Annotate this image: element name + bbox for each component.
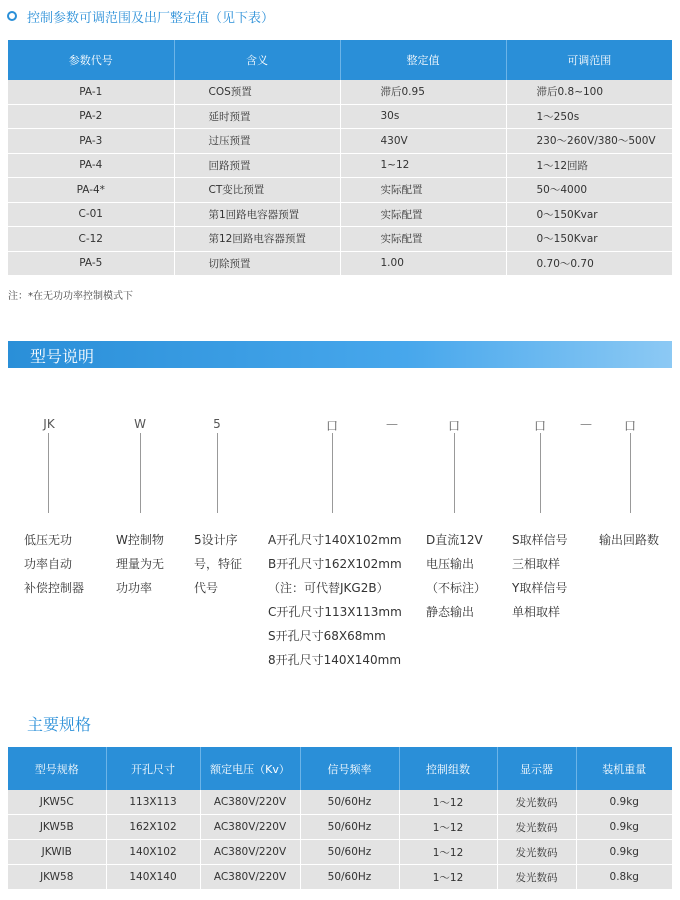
table-cell: 1～12 (399, 815, 497, 840)
desc-line: W控制物 (116, 533, 164, 547)
table-cell: COS预置 (174, 80, 340, 104)
desc-line: （注：可代替JKG2B） (268, 581, 389, 595)
table-cell: JKW5B (8, 815, 106, 840)
table-row (8, 129, 672, 154)
table-cell: PA-4 (8, 153, 174, 178)
section-title-params: 控制参数可调范围及出厂整定值（见下表） (27, 11, 275, 26)
table-cell: AC380V/220V (200, 790, 300, 815)
spec-table-header (8, 747, 672, 790)
table-row (8, 153, 672, 178)
header-cell: 整定值 (340, 40, 506, 80)
code-size-box: 口 (325, 419, 338, 433)
table-cell: 162X102 (106, 815, 200, 840)
table-cell: 50/60Hz (300, 840, 399, 865)
table-cell: 发光数码 (497, 790, 576, 815)
table-cell: PA-5 (8, 251, 174, 276)
desc-circuits (599, 528, 659, 552)
desc-output (426, 528, 486, 624)
desc-line: A开孔尺寸140X102mm (268, 533, 402, 547)
desc-line: 理量为无 (116, 557, 165, 571)
table-cell: CT变比预置 (174, 178, 340, 203)
table-cell: 0.70～0.70 (506, 251, 672, 276)
header-cell: 开孔尺寸 (106, 747, 200, 790)
table-cell: 50/60Hz (300, 790, 399, 815)
table-cell: 0.9kg (576, 840, 672, 865)
table-cell: 0.9kg (576, 790, 672, 815)
desc-line: 单相取样 (512, 605, 561, 619)
code-dash: — (386, 417, 398, 431)
table-cell: PA-2 (8, 104, 174, 129)
table-row (8, 80, 672, 104)
desc-line: B开孔尺寸162X102mm (268, 557, 402, 571)
table-cell: 50～4000 (506, 178, 672, 203)
header-cell: 显示器 (497, 747, 576, 790)
code-jk: JK (43, 417, 55, 431)
desc-line: Y取样信号 (512, 581, 568, 595)
spec-table (8, 747, 672, 890)
table-cell: PA-3 (8, 129, 174, 154)
table-cell: 0～150Kvar (506, 202, 672, 227)
table-cell: 0～150Kvar (506, 227, 672, 252)
table-cell: 滞后0.95 (340, 80, 506, 104)
connector-line (454, 433, 455, 513)
table-cell: 切除预置 (174, 251, 340, 276)
table-cell: 0.9kg (576, 815, 672, 840)
table-cell: 1.00 (340, 251, 506, 276)
desc-line: C开孔尺寸113X113mm (268, 605, 402, 619)
desc-line: S取样信号 (512, 533, 568, 547)
desc-jk (24, 528, 84, 600)
connector-line (332, 433, 333, 513)
table-cell: 0.8kg (576, 865, 672, 890)
code-sample-box: 口 (533, 419, 546, 433)
desc-size (268, 528, 402, 672)
table-cell: 实际配置 (340, 227, 506, 252)
header-cell: 参数代号 (8, 40, 174, 80)
table-cell: C-01 (8, 202, 174, 227)
desc-line: 输出回路数 (599, 533, 660, 547)
table-row (8, 178, 672, 203)
desc-5 (194, 528, 242, 600)
table-cell: 回路预置 (174, 153, 340, 178)
table-cell: 1～250s (506, 104, 672, 129)
model-section-band (8, 341, 672, 368)
table-row (8, 840, 672, 865)
section-bullet-icon (7, 11, 17, 21)
desc-line: 电压输出 (426, 557, 475, 571)
desc-line: 8开孔尺寸140X140mm (268, 653, 402, 667)
table-row (8, 251, 672, 276)
desc-line: 功功率 (116, 581, 153, 595)
header-cell: 可调范围 (506, 40, 672, 80)
desc-line: S开孔尺寸68X68mm (268, 629, 386, 643)
table-row (8, 815, 672, 840)
param-table (8, 40, 672, 276)
header-cell: 含义 (174, 40, 340, 80)
table-cell: PA-4* (8, 178, 174, 203)
table-cell: 第12回路电容器预置 (174, 227, 340, 252)
header-cell: 额定电压（Kv） (200, 747, 300, 790)
table-cell: 1～12回路 (506, 153, 672, 178)
table-cell: 50/60Hz (300, 865, 399, 890)
table-cell: 140X140 (106, 865, 200, 890)
table-cell: JKWIB (8, 840, 106, 865)
desc-line: 代号 (194, 581, 219, 595)
desc-line: 低压无功 (24, 533, 73, 547)
table-cell: JKW5C (8, 790, 106, 815)
desc-w (116, 528, 164, 600)
param-table-note: 注：*在无功功率控制模式下 (8, 291, 133, 302)
table-cell: 延时预置 (174, 104, 340, 129)
table-cell: 50/60Hz (300, 815, 399, 840)
table-cell: 1～12 (399, 840, 497, 865)
table-cell: 230～260V/380～500V (506, 129, 672, 154)
table-cell: AC380V/220V (200, 865, 300, 890)
table-cell: AC380V/220V (200, 815, 300, 840)
table-cell: 第1回路电容器预置 (174, 202, 340, 227)
table-cell: JKW58 (8, 865, 106, 890)
connector-line (48, 433, 49, 513)
desc-line: 三相取样 (512, 557, 561, 571)
table-cell: PA-1 (8, 80, 174, 104)
code-dash: — (580, 417, 592, 431)
desc-line: （不标注） (426, 581, 487, 595)
code-5: 5 (213, 417, 221, 431)
connector-line (630, 433, 631, 513)
spec-section-title: 主要规格 (27, 715, 92, 734)
table-cell: AC380V/220V (200, 840, 300, 865)
table-cell: 发光数码 (497, 865, 576, 890)
table-row (8, 865, 672, 890)
connector-line (540, 433, 541, 513)
code-w: W (134, 417, 146, 431)
table-cell: 过压预置 (174, 129, 340, 154)
table-cell: C-12 (8, 227, 174, 252)
param-table-header (8, 40, 672, 80)
table-cell: 1~12 (340, 153, 506, 178)
header-cell: 型号规格 (8, 747, 106, 790)
table-cell: 30s (340, 104, 506, 129)
header-cell: 信号频率 (300, 747, 399, 790)
desc-line: 号，特征 (194, 557, 243, 571)
table-cell: 实际配置 (340, 178, 506, 203)
table-cell: 实际配置 (340, 202, 506, 227)
table-cell: 滞后0.8~100 (506, 80, 672, 104)
desc-line: 5设计序 (194, 533, 238, 547)
desc-sample (512, 528, 568, 624)
table-cell: 430V (340, 129, 506, 154)
desc-line: 静态输出 (426, 605, 475, 619)
table-row (8, 202, 672, 227)
connector-line (217, 433, 218, 513)
table-row (8, 790, 672, 815)
table-cell: 发光数码 (497, 840, 576, 865)
model-section-title: 型号说明 (30, 347, 95, 366)
table-cell: 113X113 (106, 790, 200, 815)
table-row (8, 104, 672, 129)
desc-line: D直流12V (426, 533, 483, 547)
header-cell: 装机重量 (576, 747, 672, 790)
connector-line (140, 433, 141, 513)
table-cell: 发光数码 (497, 815, 576, 840)
desc-line: 补偿控制器 (24, 581, 85, 595)
code-output-box: 口 (447, 419, 460, 433)
table-cell: 1～12 (399, 790, 497, 815)
table-cell: 140X102 (106, 840, 200, 865)
code-circuits-box: 口 (623, 419, 636, 433)
table-cell: 1～12 (399, 865, 497, 890)
desc-line: 功率自动 (24, 557, 73, 571)
table-row (8, 227, 672, 252)
header-cell: 控制组数 (399, 747, 497, 790)
